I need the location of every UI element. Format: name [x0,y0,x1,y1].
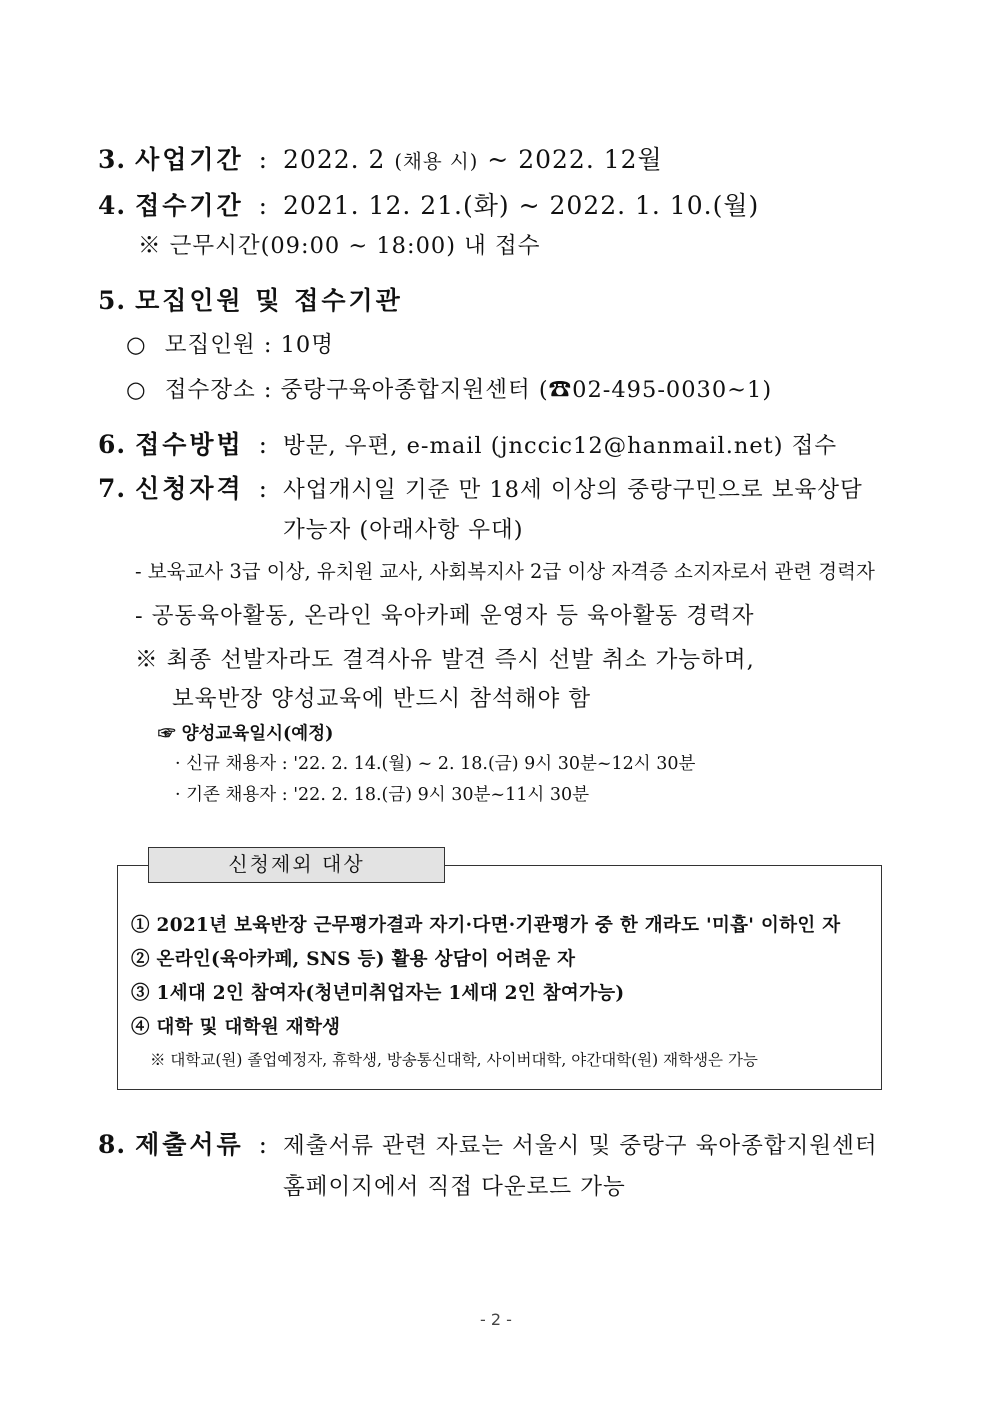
section-5-heading [98,281,403,317]
section-3-heading [98,140,663,176]
training-schedule-item: · 신규 채용자 : '22. 2. 14.(월) ~ 2. 18.(금) 9시 30분~12시 30분 [175,754,696,774]
bullet-circle-icon: ○ [126,332,147,358]
section-6-label: 접수방법 [135,430,244,459]
section-8-value-line1: 제출서류 관련 자료는 서울시 및 중랑구 육아종합지원센터 [283,1133,878,1159]
section-8-number: 8. [98,1130,127,1159]
training-schedule-title: ☞ 양성교육일시(예정) [158,724,334,744]
section-7-separator: : [258,474,269,503]
section-7-note-line2: 보육반장 양성교육에 반드시 참석해야 함 [172,686,592,712]
exclusion-item: ② 온라인(육아카페, SNS 등) 활용 상담이 어려운 자 [131,949,576,970]
section-3-label: 사업기간 [135,145,244,174]
section-3-number: 3. [98,145,127,174]
section-4-number: 4. [98,191,127,220]
exclusion-item: ③ 1세대 2인 참여자(청년미취업자는 1세대 2인 참여가능) [131,983,625,1004]
section-6-number: 6. [98,430,127,459]
section-6-separator: : [258,430,269,459]
section-7-number: 7. [98,474,127,503]
section-7-label: 신청자격 [135,474,244,503]
section-3-value-note: (채용 시) [394,150,479,173]
section-6-value: 방문, 우편, e-mail (jnccic12@hanmail.net) 접수 [283,433,838,459]
section-3-value-end: ~ 2022. 12월 [487,145,663,174]
exclusion-box-title: 신청제외 대상 [148,847,445,883]
section-3-separator: : [258,145,269,174]
section-5-label: 모집인원 및 접수기관 [135,286,403,315]
section-4-note: ※ 근무시간(09:00 ~ 18:00) 내 접수 [138,233,541,259]
section-5-item [126,372,772,404]
section-3-value-start: 2022. 2 [283,145,386,174]
section-7-heading [98,469,863,505]
section-4-label: 접수기간 [135,191,244,220]
section-7-dash-item: - 공동육아활동, 온라인 육아카페 운영자 등 육아활동 경력자 [135,603,755,629]
exclusion-item: ④ 대학 및 대학원 재학생 [131,1017,341,1038]
bullet-circle-icon: ○ [126,377,147,403]
section-4-heading [98,186,759,222]
section-4-separator: : [258,191,269,220]
section-8-value-line2: 홈페이지에서 직접 다운로드 가능 [283,1174,626,1200]
exclusion-item: ① 2021년 보육반장 근무평가결과 자기·다면·기관평가 중 한 개라도 '미흡' 이하인 자 [131,915,841,936]
exclusion-note: ※ 대학교(원) 졸업예정자, 휴학생, 방송통신대학, 사이버대학, 야간대학(원) 재학생은 가능 [150,1051,758,1069]
section-5-item-text: 접수장소 : 중랑구육아종합지원센터 (☎02-495-0030~1) [164,377,773,403]
section-8-separator: : [258,1130,269,1159]
section-5-item-text: 모집인원 : 10명 [164,332,334,358]
page-number: - 2 - [480,1310,512,1329]
section-7-value-line1: 사업개시일 기준 만 18세 이상의 중랑구민으로 보육상담 [283,477,863,503]
section-5-number: 5. [98,286,127,315]
section-7-value-line2: 가능자 (아래사항 우대) [283,517,524,543]
section-7-note-line1: ※ 최종 선발자라도 결격사유 발견 즉시 선발 취소 가능하며, [135,647,755,673]
training-schedule-item: · 기존 채용자 : '22. 2. 18.(금) 9시 30분~11시 30분 [175,785,589,805]
section-5-item [126,327,334,359]
section-8-label: 제출서류 [135,1130,244,1159]
section-6-heading [98,425,837,461]
section-7-dash-item: - 보육교사 3급 이상, 유치원 교사, 사회복지사 2급 이상 자격증 소지자로서 관련 경력자 [135,560,875,583]
section-4-value: 2021. 12. 21.(화) ~ 2022. 1. 10.(월) [283,191,760,220]
section-8-heading [98,1125,878,1161]
